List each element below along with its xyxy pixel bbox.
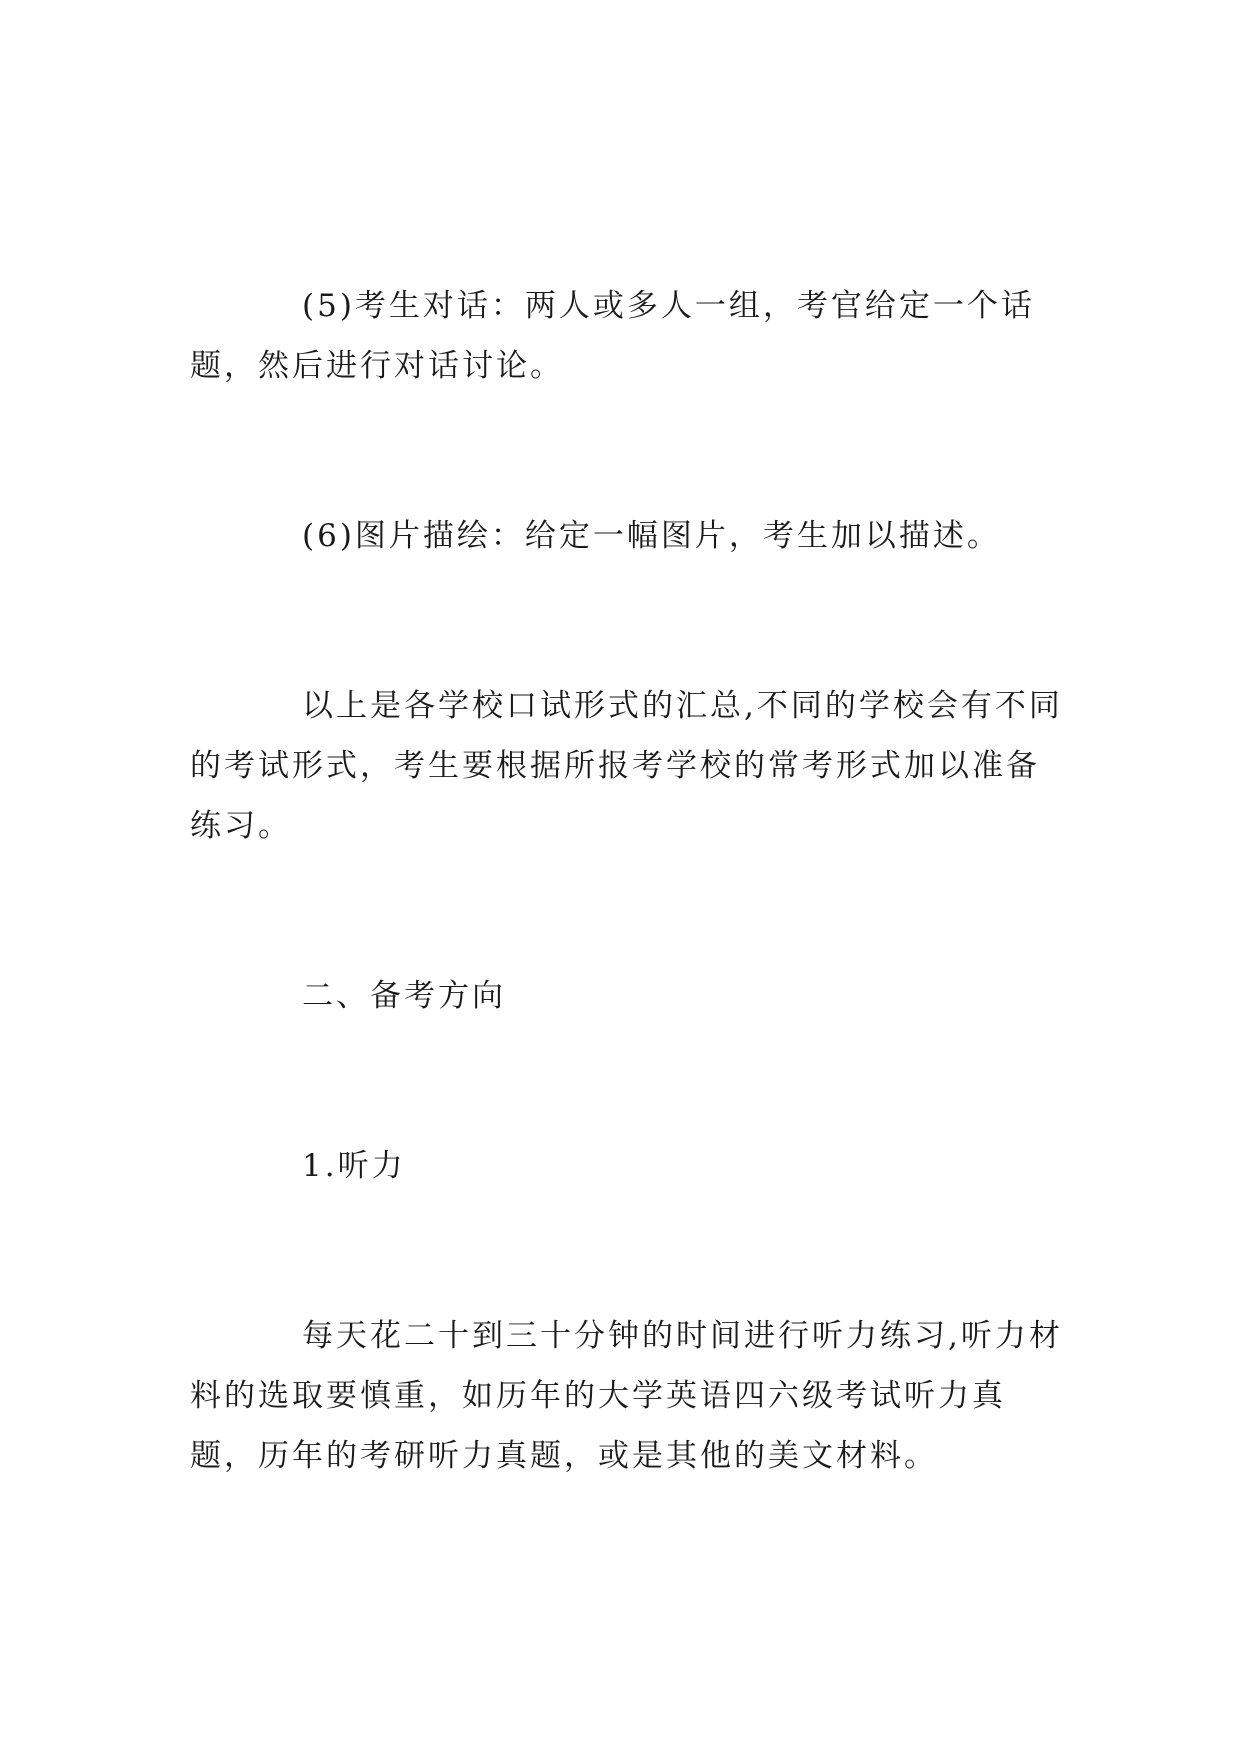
- paragraph-candidate-dialogue: (5)考生对话：两人或多人一组，考官给定一个话题，然后进行对话讨论。: [190, 288, 1035, 384]
- paragraph-summary: 以上是各学校口试形式的汇总,不同的学校会有不同的考试形式，考生要根据所报考学校的常考形式加以准备练习。: [190, 688, 1063, 844]
- section-heading-preparation: 二、备考方向: [302, 978, 506, 1014]
- paragraph-listening-practice: 每天花二十到三十分钟的时间进行听力练习,听力材料的选取要慎重，如历年的大学英语四六级考试听力真题，历年的考研听力真题，或是其他的美文材料。: [190, 1318, 1063, 1474]
- paragraph-picture-description: (6)图片描绘：给定一幅图片，考生加以描述。: [302, 518, 1001, 554]
- subheading-listening: 1.听力: [302, 1148, 406, 1184]
